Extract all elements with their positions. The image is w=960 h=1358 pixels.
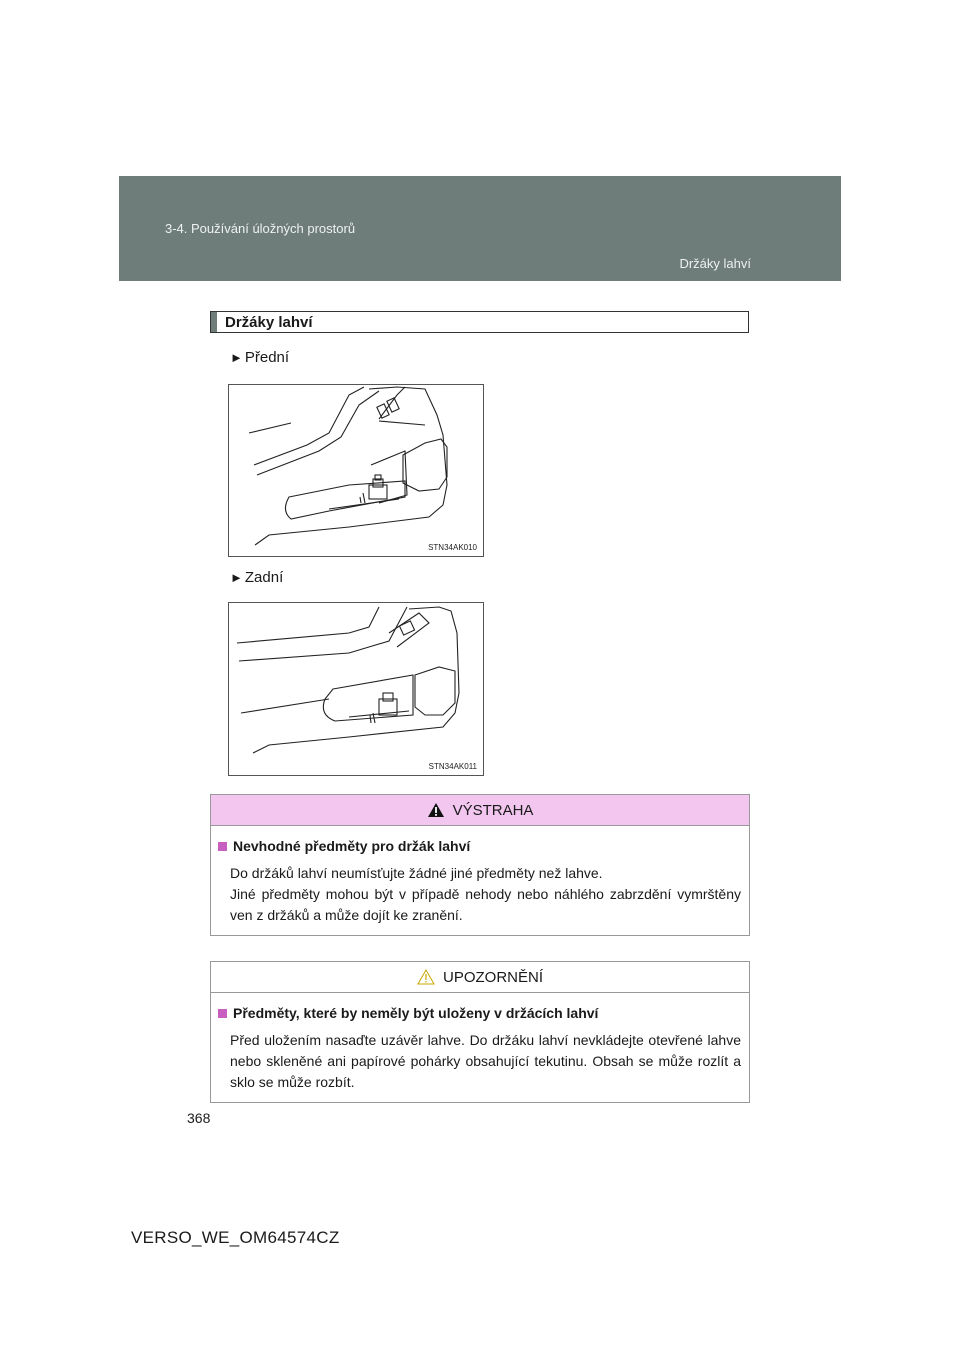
caution-body (211, 993, 749, 1105)
warning-triangle-icon (427, 802, 445, 818)
warning-body (211, 826, 749, 938)
warning-title: VÝSTRAHA (452, 801, 534, 819)
document-code: VERSO_WE_OM64574CZ (131, 1228, 340, 1247)
warning-line-2: Jiné předměty mohou být v případě nehody nebo náhlého zabrzdění vymrštěny ven z držáků a může dojít ke zranění. (230, 886, 741, 923)
warning-item-title (218, 836, 741, 857)
triangle-right-icon: ► (230, 570, 243, 585)
section-title: Držáky lahví (225, 313, 313, 331)
section-header: Držáky lahví (679, 256, 751, 271)
rear-illustration (228, 602, 484, 776)
rear-label (230, 569, 283, 586)
square-bullet-icon (218, 1009, 227, 1018)
caution-text: Před uložením nasaďte uzávěr lahve. Do držáku lahví nevkládejte otevřené lahve nebo skleněné ani papírové pohárky obsahující tekutinu. Obsah se může rozlít a sklo se může rozbít. (230, 1032, 741, 1090)
section-title-bar (211, 312, 217, 332)
page-number: 368 (187, 1110, 211, 1126)
triangle-right-icon: ► (230, 350, 243, 365)
front-image-code: STN34AK010 (428, 543, 477, 552)
caution-title: UPOZORNĚNÍ (442, 968, 543, 986)
caution-item-title (218, 1003, 741, 1024)
header-band (119, 176, 841, 281)
section-title-box (210, 311, 749, 333)
square-bullet-icon (218, 842, 227, 851)
front-label (230, 349, 289, 366)
front-door-drawing (229, 385, 483, 556)
warning-box (210, 794, 750, 936)
caution-item-title-text: Předměty, které by neměly být uloženy v držácích lahví (233, 1005, 599, 1021)
warning-item-title-text: Nevhodné předměty pro držák lahví (233, 838, 471, 854)
caution-triangle-icon (417, 969, 435, 985)
warning-header (211, 795, 749, 826)
caution-header (211, 962, 749, 993)
rear-label-text: Zadní (244, 569, 284, 586)
chapter-title: 3-4. Používání úložných prostorů (165, 221, 356, 236)
caution-box (210, 961, 750, 1103)
front-label-text: Přední (244, 349, 290, 366)
front-illustration (228, 384, 484, 557)
warning-line-1: Do držáků lahví neumísťujte žádné jiné předměty než lahve. (230, 865, 603, 881)
rear-image-code: STN34AK011 (428, 762, 477, 771)
rear-door-drawing (229, 603, 483, 775)
